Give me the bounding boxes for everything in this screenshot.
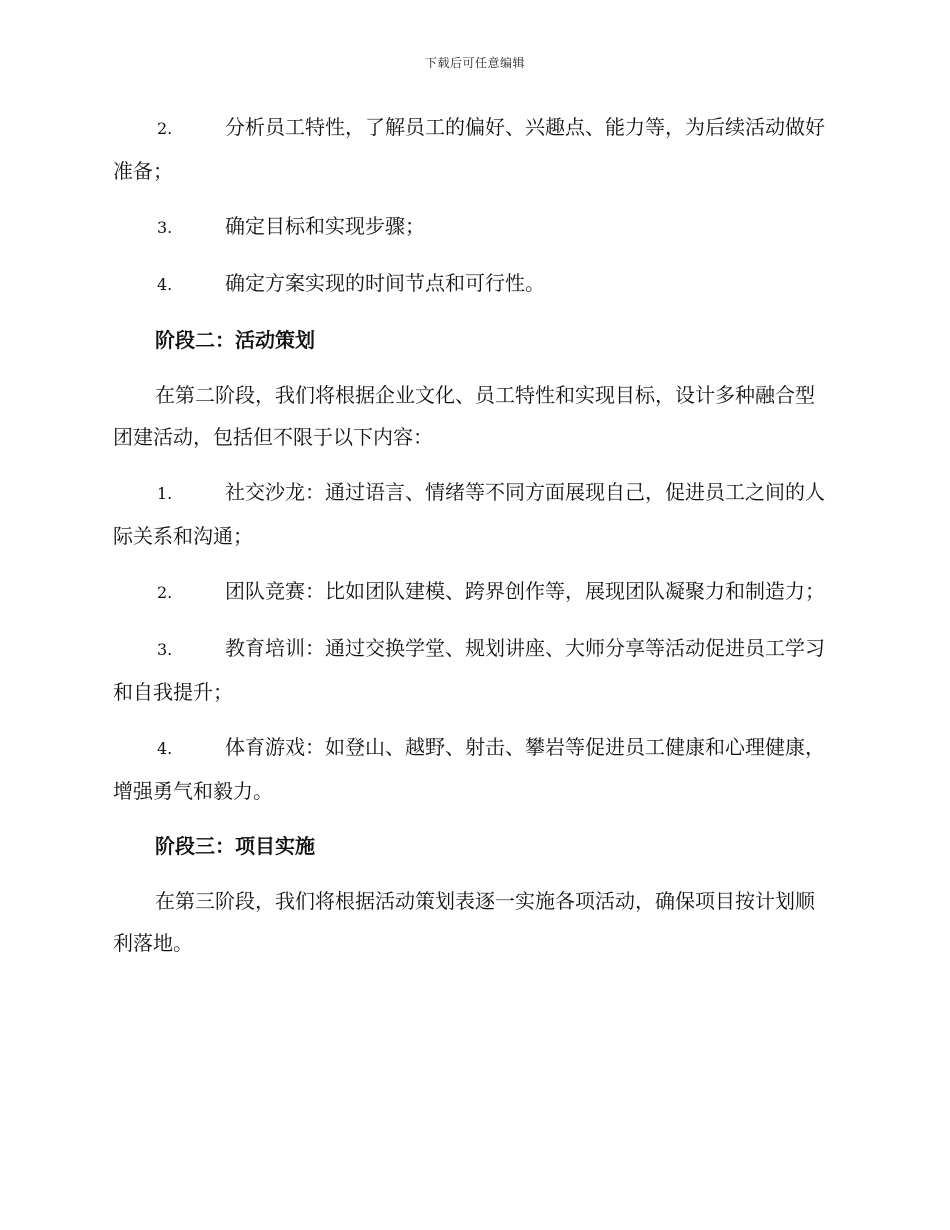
- paragraph: 在第三阶段，我们将根据活动策划表逐一实施各项活动，确保项目按计划顺利落地。: [113, 889, 815, 955]
- list-item-number: 1.: [157, 484, 173, 503]
- list-item: [113, 106, 833, 192]
- list-item: [113, 471, 833, 557]
- list-item: [113, 570, 833, 614]
- list-item: [113, 205, 833, 249]
- paragraph: 在第二阶段，我们将根据企业文化、员工特性和实现目标，设计多种融合型团建活动，包括但不限于以下内容：: [113, 383, 815, 449]
- document-body: [113, 106, 833, 977]
- list-item-text: 确定方案实现的时间节点和可行性。: [225, 271, 545, 295]
- list-item-number: 3.: [157, 218, 173, 237]
- list-item-number: 4.: [157, 275, 173, 294]
- list-item-number: 2.: [157, 119, 173, 138]
- list-item-text: 体育游戏：如登山、越野、射击、攀岩等促进员工健康和心理健康，增强勇气和毅力。: [113, 735, 825, 803]
- list-item-number: 3.: [157, 640, 173, 659]
- list-item-number: 4.: [157, 739, 173, 758]
- section-heading: 阶段二：活动策划: [155, 328, 315, 352]
- list-item: [113, 262, 833, 306]
- list-item-text: 分析员工特性，了解员工的偏好、兴趣点、能力等，为后续活动做好准备；: [113, 115, 825, 183]
- list-item-text: 教育培训：通过交换学堂、规划讲座、大师分享等活动促进员工学习和自我提升；: [113, 636, 825, 704]
- list-item-number: 2.: [157, 583, 173, 602]
- list-item-text: 确定目标和实现步骤；: [225, 214, 425, 238]
- list-item: [113, 627, 833, 713]
- list-item-text: 社交沙龙：通过语言、情绪等不同方面展现自己，促进员工之间的人际关系和沟通；: [113, 480, 825, 548]
- list-item: [113, 726, 833, 812]
- page-header: 下载后可任意编辑: [424, 56, 525, 70]
- section-heading: 阶段三：项目实施: [155, 834, 315, 858]
- list-item-text: 团队竞赛：比如团队建模、跨界创作等，展现团队凝聚力和制造力；: [225, 579, 825, 603]
